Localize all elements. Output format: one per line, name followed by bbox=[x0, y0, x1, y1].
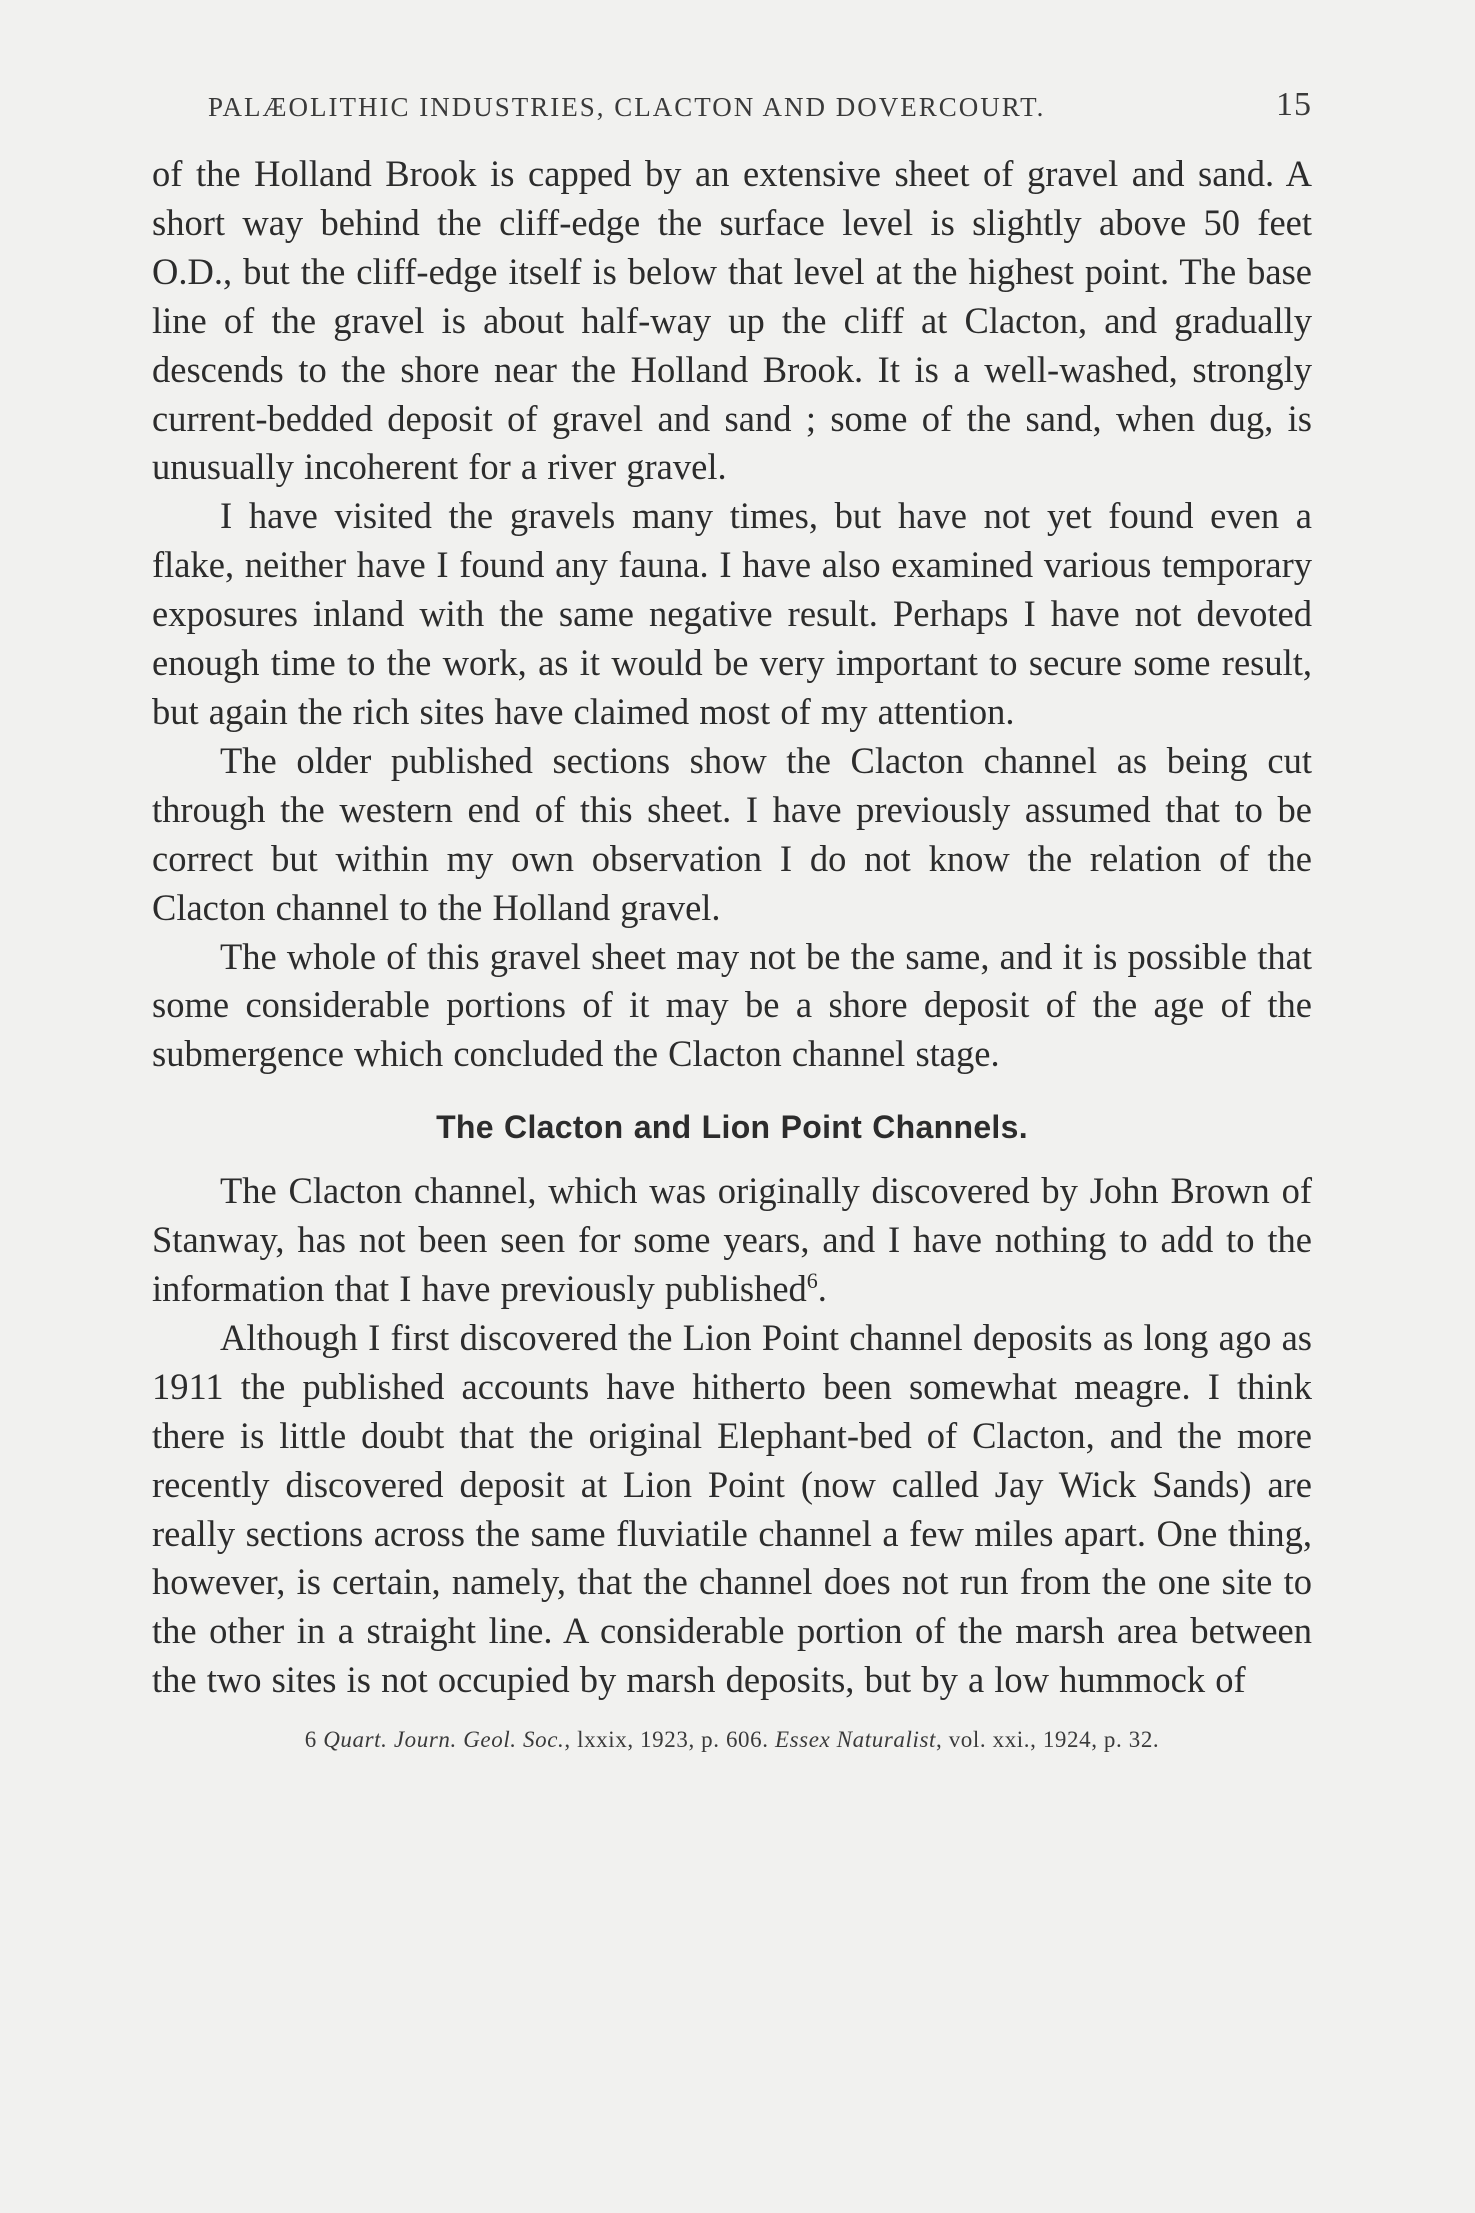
footnote-periodical: Essex Naturalist bbox=[774, 1727, 936, 1753]
paragraph bbox=[152, 1167, 1312, 1314]
footnote-number: 6 bbox=[304, 1727, 317, 1753]
footnote-journal: Quart. Journ. Geol. Soc. bbox=[323, 1727, 565, 1753]
paragraph: The whole of this gravel sheet may not be the same, and it is possible that some considerable portions of it may be a shore deposit of the age of the submergence which concluded the Clacton channel stage. bbox=[152, 935, 1312, 1075]
paragraph-end-punctuation: . bbox=[817, 1268, 827, 1310]
body-text bbox=[152, 150, 1312, 1705]
paragraph-continued: of the Holland Brook is capped by an extensive sheet of gravel and sand. A short way behind the cliff-edge the surface level is slightly above 50 feet O.D., but the cliff-edge itself is below that level at the highest point. The base line of the gravel is about half-way up the cliff at Clacton, and gradually descends to the shore near the Holland Brook. It is a well-washed, strongly current-bedded deposit of gravel and sand ; some of the sand, when dug, is unusually incoherent for a river gravel. bbox=[152, 153, 1312, 488]
running-head-title: PALÆOLITHIC INDUSTRIES, CLACTON AND DOVERCOURT. bbox=[208, 92, 1046, 122]
paragraph-text: The Clacton channel, which was originally discovered by John Brown of Stanway, has not been seen for some years, and I have nothing to add to the information that I have previously published bbox=[152, 1170, 1312, 1310]
paragraph: The older published sections show the Clacton channel as being cut through the western end of this sheet. I have previously assumed that to be correct but within my own observation I do not know the relation of the Clacton channel to the Holland gravel. bbox=[152, 739, 1312, 928]
paragraph: I have visited the gravels many times, but have not yet found even a flake, neither have I found any fauna. I have also examined various temporary exposures inland with the same negative result. Perhaps I have not devoted enough time to the work, as it would be very important to secure some result, but again the rich sites have claimed most of my attention. bbox=[152, 495, 1312, 732]
section-heading: The Clacton and Lion Point Channels. bbox=[436, 1109, 1028, 1146]
book-page bbox=[152, 80, 1312, 1753]
footnote-periodical-ref: , vol. xxi., 1924, p. 32. bbox=[936, 1727, 1160, 1753]
running-head bbox=[152, 80, 1312, 150]
footnote-marker: 6 bbox=[806, 1267, 818, 1293]
footnote bbox=[152, 1727, 1312, 1753]
footnote-journal-ref: , lxxix, 1923, p. 606. bbox=[564, 1727, 769, 1753]
paragraph: Although I first discovered the Lion Point channel deposits as long ago as 1911 the published accounts have hitherto been somewhat meagre. I think there is little doubt that the original Elephant-bed of Clacton, and the more recently discovered deposit at Lion Point (now called Jay Wick Sands) are really sections across the same fluviatile channel a few miles apart. One thing, however, is certain, namely, that the channel does not run from the one site to the other in a straight line. A considerable portion of the marsh area between the two sites is not occupied by marsh deposits, but by a low hummock of bbox=[152, 1316, 1312, 1701]
page-number: 15 bbox=[1276, 86, 1312, 123]
